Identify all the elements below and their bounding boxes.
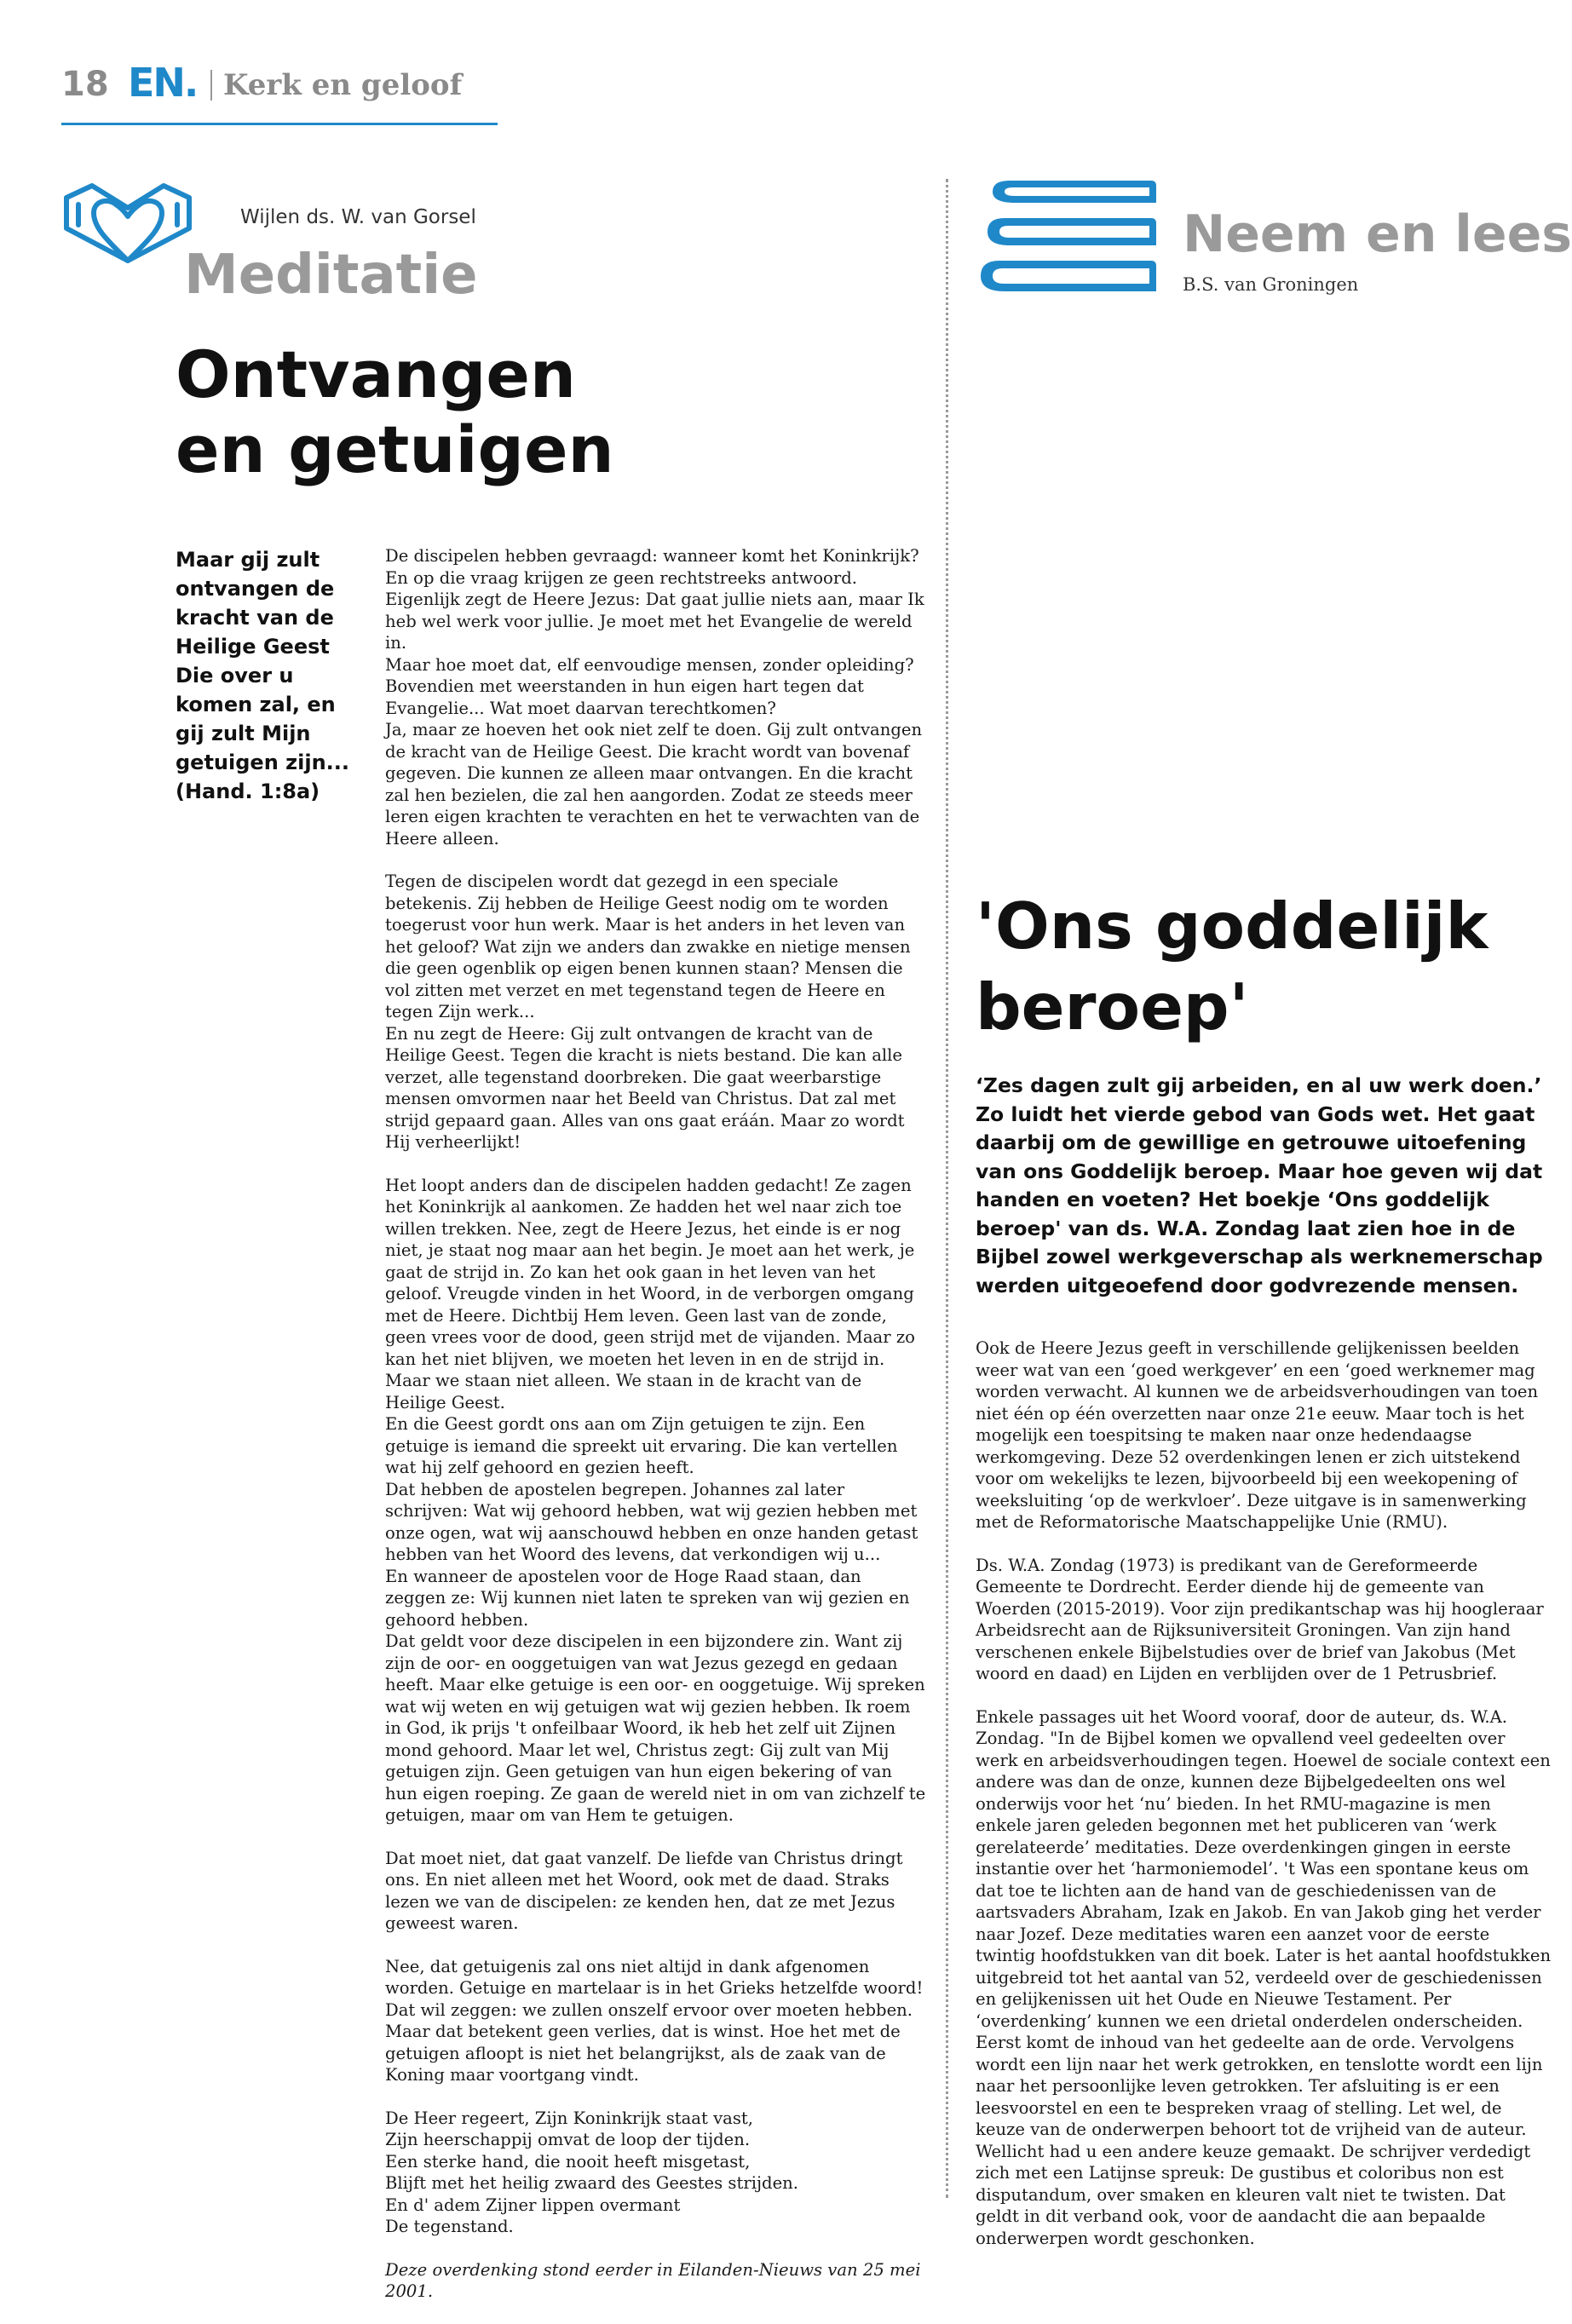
section-title: Kerk en geloof <box>223 68 463 102</box>
source-note: Deze overdenking stond eerder in Eilanden-Nieuws van 25 mei 2001. <box>385 2259 921 2301</box>
meditation-kicker: Meditatie <box>184 244 478 307</box>
review-lead: ‘Zes dagen zult gij arbeiden, en al uw werk doen.’ Zo luidt het vierde gebod van Gods wet. Het gaat daarbij om de gewillige en getrouwe uitoefening van ons Goddelijk beroep. Maar hoe geven wij dat handen en voeten? Het boekje ‘Ons goddelijk beroep' van ds. W.A. Zondag laat zien hoe in de Bijbel zowel werkgeverschap als werknemerschap werden uitgeoefend door godvrezende mensen. <box>976 1073 1543 1297</box>
body-paragraph: Dat moet niet, dat gaat vanzelf. De liefde van Christus dringt ons. En niet alleen met het Woord, ook met de daad. Straks lezen we van de discipelen: ze kenden hen, dat ze met Jezus geweest waren. <box>385 1848 903 1933</box>
meditation-title-line: en getuigen <box>176 411 614 487</box>
review-title-line: 'Ons goddelijk <box>976 889 1489 964</box>
body-paragraph: Ook de Heere Jezus geeft in verschillende gelijkenissen beelden weer wat van een ‘goed werkgever’ en een ‘goed werknemer mag worden verwacht. Al kunnen we de arbeidsverhoudingen van toen niet één op één overzetten naar onze 21e eeuw. Maar toch is het mogelijk een toespitsing te maken naar onze hedendaagse werkomgeving. Deze 52 overdenkingen lenen er zich uitstekend voor om wekelijks te lezen, bijvoorbeeld bij een weekopening of weeksluiting ‘op de werkvloer’. Deze uitgave is in samenwerking met de Reformatorische Maatschappelijke Unie (RMU). <box>976 1338 1539 1532</box>
meditation-title-line: Ontvangen <box>176 337 577 412</box>
page-number: 18 <box>61 65 109 104</box>
meditation-body <box>385 545 927 2324</box>
book-stack-icon <box>976 177 1160 305</box>
open-book-heart-icon <box>60 175 196 269</box>
column-divider <box>946 179 948 2198</box>
body-paragraph: Ds. W.A. Zondag (1973) is predikant van de Gereformeerde Gemeente te Dordrecht. Eerder diende hij de gemeente van Woerden (2015-2019). Voor zijn predikantschap was hij hoogleraar Arbeidsrecht aan de Rijksuniversiteit Groningen. Van zijn hand verschenen enkele Bijbelstudies over de brief van Jakobus (Met woord en daad) en Lijden en verblijden over de 1 Petrusbrief. <box>976 1555 1544 1683</box>
review-kicker: Neem en lees <box>1183 204 1572 264</box>
review-body <box>976 1337 1552 2270</box>
header-separator <box>210 70 212 101</box>
body-paragraph: De discipelen hebben gevraagd: wanneer komt het Koninkrijk? En op die vraag krijgen ze geen rechtstreeks antwoord. Eigenlijk zegt de Heere Jezus: Dat gaat jullie niets aan, maar Ik heb wel werk voor jullie. Je moet met het Evangelie de wereld in. Maar hoe moet dat, elf eenvoudige mensen, zonder opleiding? Bovendien met weerstanden in hun eigen hart tegen dat Evangelie... Wat moet daarvan terechtkomen? Ja, maar ze hoeven het ook niet zelf te doen. Gij zult ontvangen de kracht van de Heilige Geest. Die kracht wordt van bovenaf gegeven. Die kunnen ze alleen maar ontvangen. En die kracht zal hen bezielen, die zal hen aangorden. Zodat ze steeds meer leren eigen krachten te verachten en het te verwachten van de Heere alleen. <box>385 546 924 848</box>
poem-stanza: De Heer regeert, Zijn Koninkrijk staat vast, Zijn heerschappij omvat de loop der tijden. Een sterke hand, die nooit heeft misgetast, Blijft met het heilig zwaard des Geestes strijden. En d' adem Zijner lippen overmant De tegenstand. <box>385 2108 799 2236</box>
meditation-author: Wijlen ds. W. van Gorsel <box>240 206 476 228</box>
review-title-line: beroep' <box>976 969 1249 1044</box>
meditation-title <box>176 337 908 487</box>
review-author: B.S. van Groningen <box>1183 274 1359 295</box>
body-paragraph: Enkele passages uit het Woord vooraf, door de auteur, ds. W.A. Zondag. "In de Bijbel komen we opvallend veel gedeelten over werk en arbeidsverhoudingen tegen. Hoewel de sociale context een andere was dan de onze, kunnen deze Bijbelgedeelten ons wel onderwijs voor het ‘nu’ bieden. In het RMU-magazine is men enkele jaren geleden begonnen met het publiceren van ‘werk gerelateerde’ meditaties. Deze overdenkingen gingen in eerste instantie over het ‘harmoniemodel’. 't Was een spontane keus om dat toe te lichten aan de hand van de geschiedenissen van de aartsvaders Abraham, Izak en Jakob. En van Jakob ging het verder naar Jozef. Deze meditaties waren een aanzet voor de eerste twintig hoofdstukken van dit boek. Later is het aantal hoofdstukken uitgebreid tot het aantal van 52, verdeeld over de geschiedenissen en gelijkenissen uit het Oude en Nieuwe Testament. Per ‘overdenking’ kunnen we een drietal onderdelen onderscheiden. Eerst komt de inhoud van het gedeelte aan de orde. Vervolgens wordt een lijn naar het werk getrokken, en tenslotte wordt een lijn naar het persoonlijke leven getrokken. Ter afsluiting is er een leesvoorstel en een te bespreken vraag of stelling. Let wel, de keuze van de onderwerpen behoort tot de vrijheid van de auteur. Wellicht had u een andere keuze gemaakt. De schrijver verdedigt zich met een Latijnse spreuk: De gustibus et coloribus non est disputandum, over smaken en kleuren valt niet te twisten. Dat geldt in dit verband ook, voor de aandacht die aan bepaalde onderwerpen wordt geschonken. <box>976 1706 1552 2248</box>
review-title <box>976 886 1555 1048</box>
bible-quote: Maar gij zult ontvangen de kracht van de Heilige Geest Die over u komen zal, en gij zult Mijn getuigen zijn... (Hand. 1:8a) <box>176 548 349 803</box>
body-paragraph: Nee, dat getuigenis zal ons niet altijd in dank afgenomen worden. Getuige en martelaar is in het Grieks hetzelfde woord! Dat wil zeggen: we zullen onszelf ervoor over moeten hebben. Maar dat betekent geen verlies, dat is winst. Hoe het met de getuigen afloopt is niet het belangrijkst, als de zaak van de Koning maar voortgang vindt. <box>385 1956 924 2085</box>
header-rule <box>61 123 498 125</box>
body-paragraph: Het loopt anders dan de discipelen hadden gedacht! Ze zagen het Koninkrijk al aankomen. Ze hadden het wel naar zich toe willen trekken. Nee, zegt de Heere Jezus, het einde is er nog niet, je staat nog maar aan het begin. Je moet aan het werk, je gaat de strijd in. Zo kan het ook gaan in het leven van het geloof. Vreugde vinden in het Woord, in de verborgen omgang met de Heere. Dichtbij Hem leven. Geen last van de zonde, geen vrees voor de dood, geen strijd met de vijanden. Maar zo kan het niet blijven, we moeten het leven in en de strijd in. Maar we staan niet alleen. We staan in de kracht van de Heilige Geest. En die Geest gordt ons aan om Zijn getuigen te zijn. Een getuige is iemand die spreekt uit ervaring. Die kan vertellen wat hij zelf gehoord en gezien heeft. Dat hebben de apostelen begrepen. Johannes zal later schrijven: Wat wij gehoord hebben, wat wij gezien hebben met onze ogen, wat wij aanschouwd hebben en onze handen getast hebben van het Woord des levens, dat verkondigen wij u... En wanneer de apostelen voor de Hoge Raad staan, dan zeggen ze: Wij kunnen niet laten te spreken van wij gezien en gehoord hebben. Dat geldt voor deze discipelen in een bijzondere zin. Want zij zijn de oor- en ooggetuigen van wat Jezus gezegd en gedaan heeft. Maar elke getuige is een oor- en ooggetuige. Wij spreken wat wij weten en wij getuigen wat wij gezien hebben. Ik roem in God, ik prijs 't onfeilbaar Woord, ik heb het zelf uit Zijnen mond gehoord. Maar let wel, Christus zegt: Gij zult van Mij getuigen zijn. Geen getuigen van hun eigen bekering of van hun eigen roeping. Ze gaan de wereld niet in om van zichzelf te getuigen, maar om van Hem te getuigen. <box>385 1175 926 1825</box>
publication-logo: EN. <box>128 60 198 106</box>
body-paragraph: Tegen de discipelen wordt dat gezegd in een speciale betekenis. Zij hebben de Heilige Geest nodig om te worden toegerust voor hun werk. Maar is het anders in het leven van het geloof? Wat zijn we anders dan zwakke en nietige mensen die geen ogenblik op eigen benen kunnen staan? Mensen die vol zitten met verzet en met tegenstand tegen de Heere en tegen Zijn werk... En nu zegt de Heere: Gij zult ontvangen de kracht van de Heilige Geest. Tegen die kracht is niets bestand. Die kan alle verzet, alle tegenstand doorbreken. Die gaat weerbarstige mensen omvormen naar het Beeld van Christus. Dat zal met strijd gepaard gaan. Alles van ons gaat eráán. Maar zo wordt Hij verheerlijkt! <box>385 872 911 1152</box>
